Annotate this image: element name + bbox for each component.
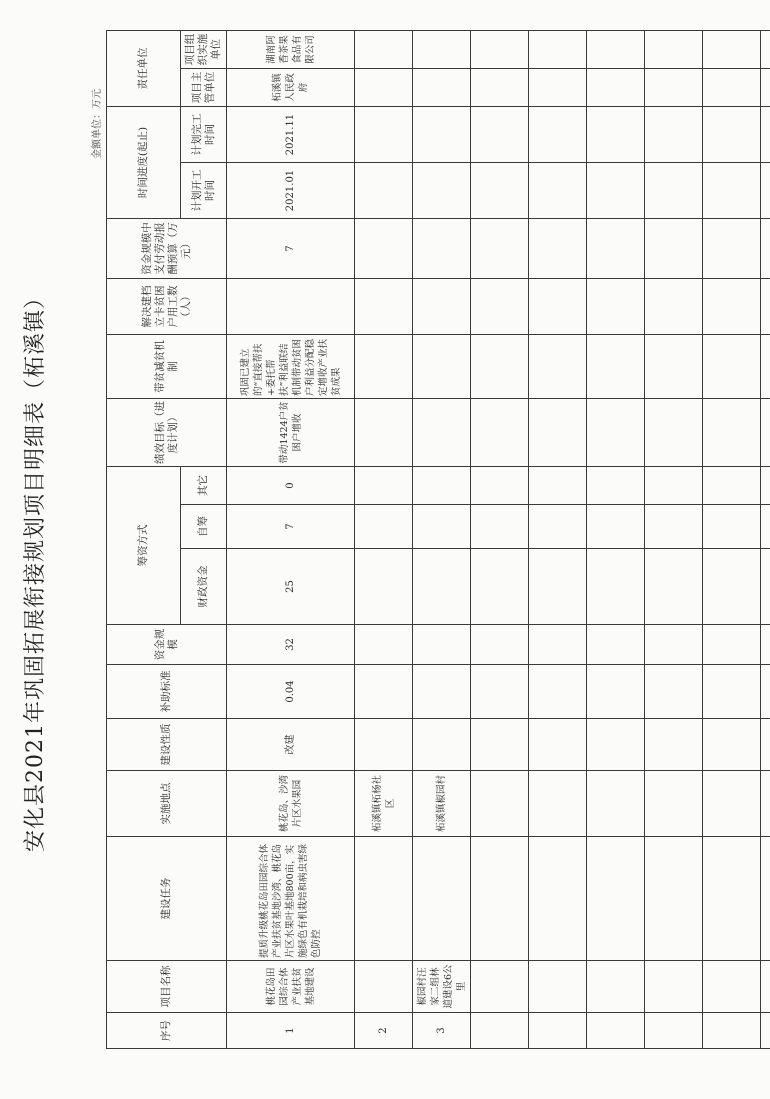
header-funding-method: 筹资方式: [107, 467, 181, 625]
header-seq: 序号: [107, 1013, 227, 1049]
cell-seq: 3: [413, 1013, 471, 1049]
unit-label: 金额单位：万元: [92, 89, 103, 159]
empty-table-row: [761, 31, 770, 1049]
cell-jobs: [227, 279, 355, 335]
header-subsidy: 补助标准: [107, 665, 227, 719]
cell-nature: 改建: [227, 719, 355, 771]
empty-table-row: [471, 31, 529, 1049]
header-org: 项目组织实施单位: [181, 31, 227, 69]
cell-fund-scale: 32: [227, 625, 355, 665]
cell-project-name: [355, 961, 413, 1013]
header-tasks: 建设任务: [107, 837, 227, 961]
table-row: [227, 31, 355, 1049]
header-other: 其它: [181, 467, 227, 505]
cell-labor-budget: 7: [227, 219, 355, 279]
cell-fiscal: 25: [227, 549, 355, 625]
header-project-name: 项目名称: [107, 961, 227, 1013]
header-dept: 项目主管单位: [181, 69, 227, 107]
empty-table-row: [587, 31, 645, 1049]
cell-dept: 柘溪镇人民政府: [227, 69, 355, 107]
table-row: [413, 31, 471, 1049]
cell-subsidy: 0.04: [227, 665, 355, 719]
header-fiscal: 财政资金: [181, 549, 227, 625]
header-labor-budget: 资金规模中支付劳动报酬预算（万元）: [107, 219, 227, 279]
cell-location: 柘溪镇椒园村: [413, 771, 471, 837]
empty-rows: [471, 31, 770, 1049]
cell-end: 2021.11: [227, 107, 355, 163]
header-self-raised: 自筹: [181, 505, 227, 549]
header-schedule: 时间进度(起止): [107, 107, 181, 219]
header-row-1: [107, 31, 181, 1049]
header-location: 实施地点: [107, 771, 227, 837]
header-jobs: 解决建档立卡贫困户用工数（人）: [107, 279, 227, 335]
cell-location: 柘溪镇柘杨社区: [355, 771, 413, 837]
cell-project-name: 椒园村汪家二组林道建设6公里: [413, 961, 471, 1013]
header-mechanism: 带贫减贫机制: [107, 335, 227, 399]
cell-start: 2021.01: [227, 163, 355, 219]
cell-org: 湖南阿香茶果食品有限公司: [227, 31, 355, 69]
header-nature: 建设性质: [107, 719, 227, 771]
cell-location: 桃花岛、沙湾片区水果园: [227, 771, 355, 837]
header-responsible: 责任单位: [107, 31, 181, 107]
cell-tasks: [355, 837, 413, 961]
cell-tasks: [413, 837, 471, 961]
project-table: [106, 30, 770, 1049]
table-row: [355, 31, 413, 1049]
cell-tasks: 提质升级桃花岛田园综合体产业扶贫基地沙湾、桃花岛片区水果叶基地800亩，实施绿色有机栽培和病虫害绿色防控: [227, 837, 355, 961]
cell-project-name: 桃花岛田园综合体产业扶贫基地建设: [227, 961, 355, 1013]
header-start: 计划开工时间: [181, 163, 227, 219]
cell-seq: 1: [227, 1013, 355, 1049]
document-title: 安化县2021年巩固拓展衔接规划项目明细表（柘溪镇）: [23, 286, 48, 852]
cell-seq: 2: [355, 1013, 413, 1049]
empty-table-row: [703, 31, 761, 1049]
cell-mechanism: 巩固已建立的“直接帮扶+委托帮扶”利益联结机制带动贫困户利益分配稳定增收产业扶贫成果: [227, 335, 355, 399]
header-fund-scale: 资金规模: [107, 625, 227, 665]
empty-table-row: [645, 31, 703, 1049]
empty-table-row: [529, 31, 587, 1049]
cell-self-raised: 7: [227, 505, 355, 549]
cell-other: 0: [227, 467, 355, 505]
header-performance: 绩效目标（进度计划）: [107, 399, 227, 467]
cell-performance: 带动1424户贫困户增收: [227, 399, 355, 467]
header-end: 计划完工时间: [181, 107, 227, 163]
